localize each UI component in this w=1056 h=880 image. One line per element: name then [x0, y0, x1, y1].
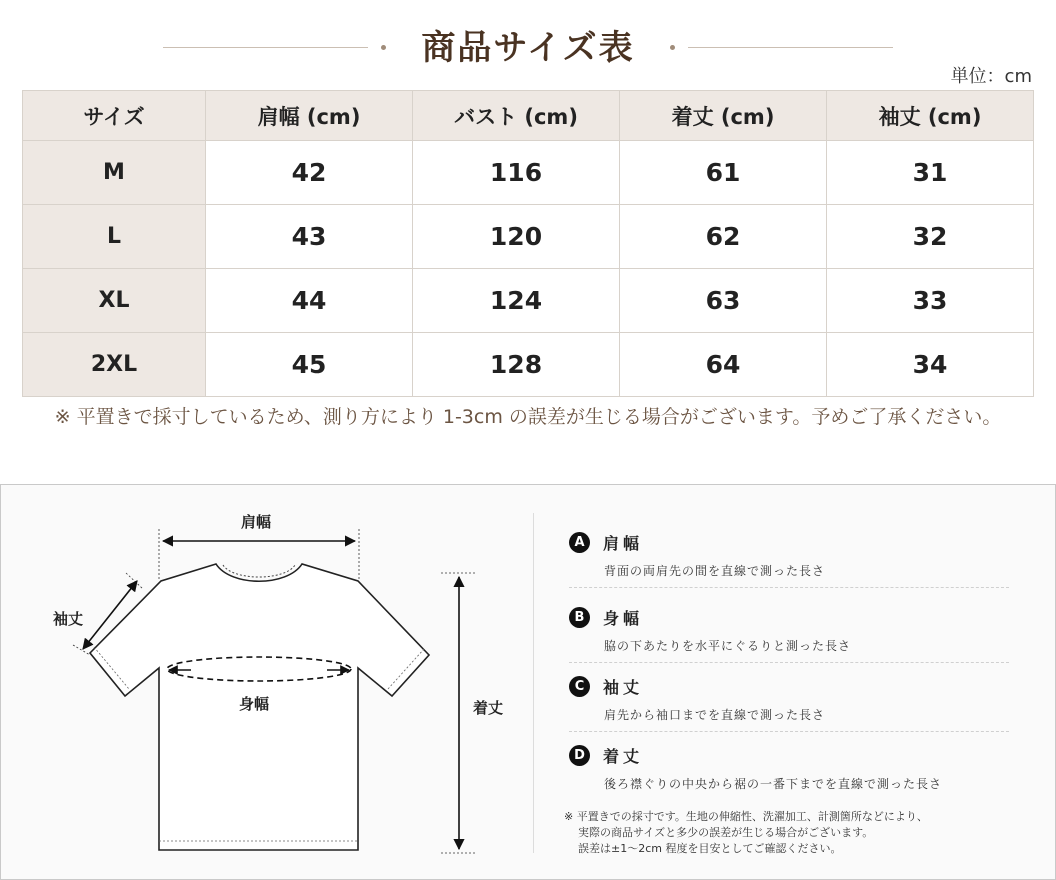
header-size: サイズ: [23, 91, 206, 141]
badge-b: B: [569, 607, 590, 628]
measurement-guide-panel: [0, 484, 1056, 880]
length-cell: 64: [620, 333, 827, 397]
legend-item-sleeve: [569, 674, 1009, 723]
badge-d: D: [569, 745, 590, 766]
size-cell: L: [23, 205, 206, 269]
table-row: [23, 269, 1034, 333]
legend-separator: [569, 731, 1009, 732]
size-cell: M: [23, 141, 206, 205]
sleeve-guide-top: [126, 573, 143, 589]
length-cell: 61: [620, 141, 827, 205]
size-cell: XL: [23, 269, 206, 333]
collar-rib: [223, 565, 295, 577]
label-length: 着丈: [473, 699, 504, 717]
bust-cell: 120: [413, 205, 620, 269]
title-dot-left: [381, 45, 386, 50]
legend-name: 肩幅: [603, 533, 644, 553]
legend-name: 着丈: [603, 746, 644, 766]
sleeve-guide-bottom: [73, 645, 90, 655]
legend-desc: 脇の下あたりを水平にぐるりと測った長さ: [604, 639, 852, 653]
shoulder-cell: 44: [206, 269, 413, 333]
table-row: [23, 205, 1034, 269]
table-row: [23, 141, 1034, 205]
panel-divider: [533, 513, 534, 853]
shoulder-cell: 43: [206, 205, 413, 269]
size-table: [22, 90, 1034, 397]
bust-cell: 128: [413, 333, 620, 397]
tshirt-diagram: [1, 485, 531, 879]
table-header-row: [23, 91, 1034, 141]
legend-separator: [569, 662, 1009, 663]
legend-separator: [569, 587, 1009, 588]
length-cell: 63: [620, 269, 827, 333]
bust-cell: 124: [413, 269, 620, 333]
title-dot-right: [670, 45, 675, 50]
shoulder-cell: 42: [206, 141, 413, 205]
header-length: 着丈 (cm): [620, 91, 827, 141]
measurement-disclaimer: [564, 809, 1034, 857]
legend-item-length: [569, 743, 1009, 792]
title-area: [0, 22, 1056, 74]
sleeve-cell: 32: [827, 205, 1034, 269]
bust-cell: 116: [413, 141, 620, 205]
legend-desc: 後ろ襟ぐりの中央から裾の一番下までを直線で測った長さ: [604, 777, 943, 791]
title-divider-left: [163, 47, 368, 48]
legend-item-body-width: [569, 605, 1009, 654]
legend-desc: 背面の両肩先の間を直線で測った長さ: [604, 564, 826, 578]
legend-item-shoulder: [569, 530, 1009, 579]
header-bust: バスト (cm): [413, 91, 620, 141]
unit-label: 単位：cm: [950, 66, 1032, 87]
measurement-note: ※ 平置きで採寸しているため、測り方により 1-3cm の誤差が生じる場合がございます。予めご了承ください。: [54, 406, 1002, 428]
size-cell: 2XL: [23, 333, 206, 397]
label-body-width: 身幅: [239, 695, 270, 713]
length-cell: 62: [620, 205, 827, 269]
title-divider-right: [688, 47, 893, 48]
disclaimer-line: 誤差は±1～2cm 程度を目安としてご確認ください。: [578, 842, 842, 855]
disclaimer-line: 実際の商品サイズと多少の誤差が生じる場合がございます。: [578, 826, 874, 839]
legend-desc: 肩先から袖口までを直線で測った長さ: [604, 708, 826, 722]
sleeve-cell: 34: [827, 333, 1034, 397]
legend-name: 身幅: [603, 608, 644, 628]
page-title: 商品サイズ表: [421, 28, 635, 68]
legend-name: 袖丈: [603, 677, 644, 697]
header-sleeve: 袖丈 (cm): [827, 91, 1034, 141]
shoulder-cell: 45: [206, 333, 413, 397]
badge-c: C: [569, 676, 590, 697]
label-sleeve: 袖丈: [53, 610, 84, 628]
sleeve-cell: 31: [827, 141, 1034, 205]
table-row: [23, 333, 1034, 397]
header-shoulder: 肩幅 (cm): [206, 91, 413, 141]
sleeve-cell: 33: [827, 269, 1034, 333]
disclaimer-line: ※ 平置きでの採寸です。生地の伸縮性、洗濯加工、計測箇所などにより、: [564, 810, 928, 823]
label-shoulder: 肩幅: [241, 513, 272, 531]
badge-a: A: [569, 532, 590, 553]
